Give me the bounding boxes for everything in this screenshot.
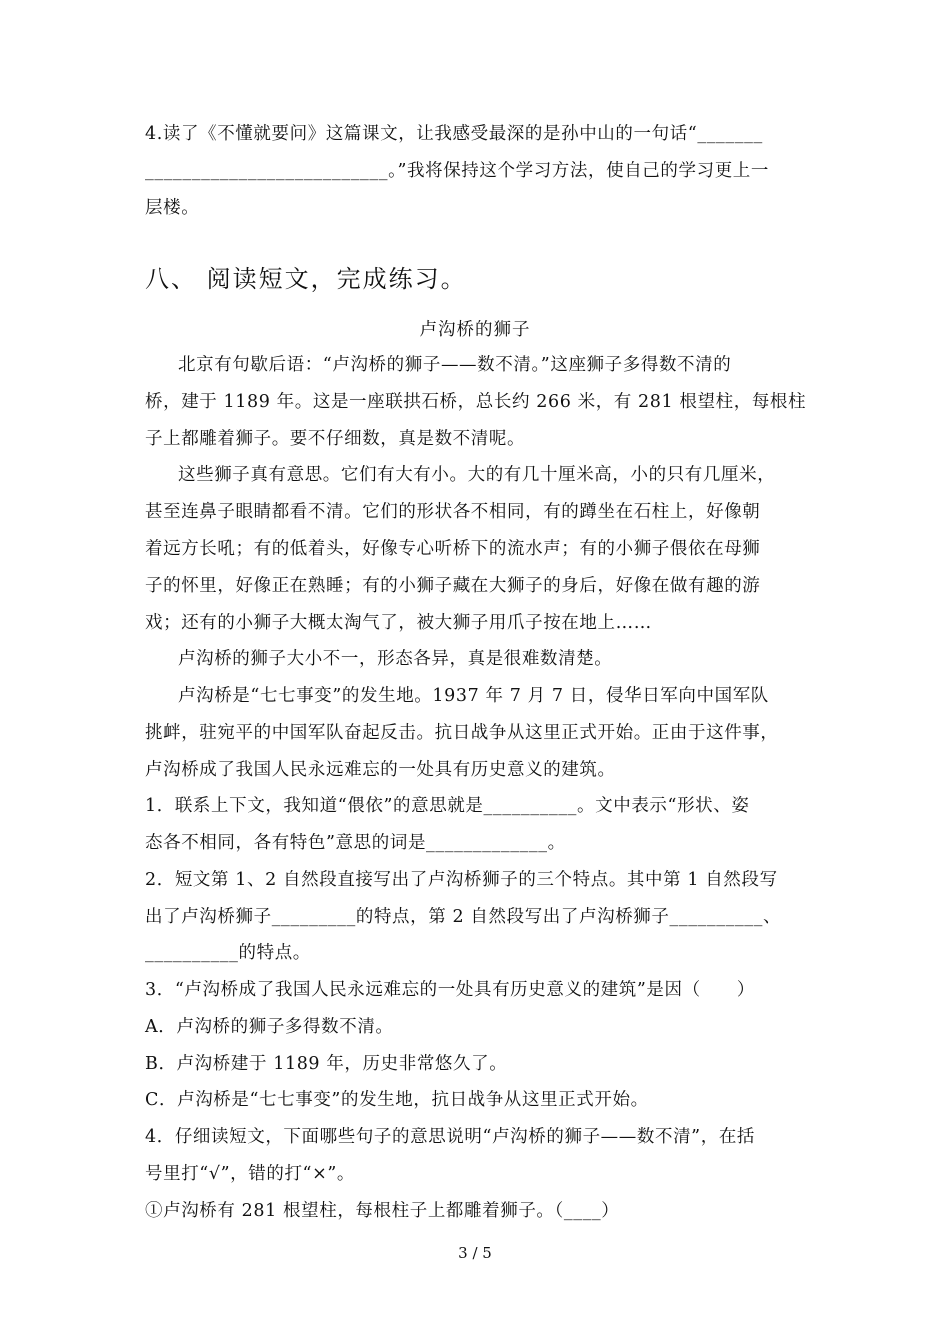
section-heading: 八、 阅读短文，完成练习。: [145, 265, 467, 293]
paragraph-4-line: 卢沟桥是“七七事变”的发生地。1937 年 7 月 7 日，侵华日军向中国军队: [178, 686, 769, 706]
paragraph-3-line: 卢沟桥的狮子大小不一，形态各异，真是很难数清楚。: [178, 649, 613, 669]
page-number: 3 / 5: [458, 1244, 492, 1262]
question-3-option-a: A．卢沟桥的狮子多得数不清。: [145, 1017, 394, 1037]
question-2-line: 出了卢沟桥狮子_________的特点，第 2 自然段写出了卢沟桥狮子__________、: [145, 907, 782, 927]
question-4-line: 4．仔细读短文，下面哪些句子的意思说明“卢沟桥的狮子——数不清”，在括: [145, 1127, 756, 1147]
paragraph-4-line: 卢沟桥成了我国人民永远难忘的一处具有历史意义的建筑。: [145, 760, 616, 780]
q4-prev-line-2: __________________________。”我将保持这个学习方法，使自己的学习更上一: [145, 161, 769, 181]
paragraph-2-line: 甚至连鼻子眼睛都看不清。它们的形状各不相同，有的蹲坐在石柱上，好像朝: [145, 502, 761, 522]
paragraph-1-line: 桥，建于 1189 年。这是一座联拱石桥，总长约 266 米，有 281 根望柱，每根柱: [145, 392, 807, 412]
question-4-line: 号里打“√”，错的打“×”。: [145, 1164, 355, 1184]
question-2-line: __________的特点。: [145, 943, 311, 963]
paragraph-1-line: 子上都雕着狮子。要不仔细数，真是数不清呢。: [145, 429, 526, 449]
paragraph-4-line: 挑衅，驻宛平的中国军队奋起反击。抗日战争从这里正式开始。正由于这件事，: [145, 723, 779, 743]
article-title: 卢沟桥的狮子: [419, 320, 531, 340]
q4-prev-line-3: 层楼。: [145, 198, 200, 218]
paragraph-1-line: 北京有句歇后语：“卢沟桥的狮子——数不清。”这座狮子多得数不清的: [178, 355, 732, 375]
question-3-option-c: C．卢沟桥是“七七事变”的发生地，抗日战争从这里正式开始。: [145, 1090, 649, 1110]
question-3-stem: 3．“卢沟桥成了我国人民永远难忘的一处具有历史意义的建筑”是因（ ）: [145, 980, 756, 1000]
question-1-line: 态各不相同，各有特色”意思的词是_____________。: [145, 833, 566, 853]
question-4-item-1: ①卢沟桥有 281 根望柱，每根柱子上都雕着狮子。（____）: [145, 1201, 620, 1221]
paragraph-2-line: 这些狮子真有意思。它们有大有小。大的有几十厘米高，小的只有几厘米，: [178, 465, 776, 485]
question-2-line: 2．短文第 1、2 自然段直接写出了卢沟桥狮子的三个特点。其中第 1 自然段写: [145, 870, 778, 890]
paragraph-2-line: 戏；还有的小狮子大概太淘气了，被大狮子用爪子按在地上……: [145, 613, 652, 633]
paragraph-2-line: 子的怀里，好像正在熟睡；有的小狮子藏在大狮子的身后，好像在做有趣的游: [145, 576, 761, 596]
q4-prev-line-1: 4.读了《不懂就要问》这篇课文，让我感受最深的是孙中山的一句话“_______: [145, 124, 763, 144]
question-3-option-b: B．卢沟桥建于 1189 年，历史非常悠久了。: [145, 1054, 508, 1074]
paragraph-2-line: 着远方长吼；有的低着头，好像专心听桥下的流水声；有的小狮子偎依在母狮: [145, 539, 761, 559]
question-1-line: 1．联系上下文，我知道“偎依”的意思就是__________。文中表示“形状、姿: [145, 796, 750, 816]
